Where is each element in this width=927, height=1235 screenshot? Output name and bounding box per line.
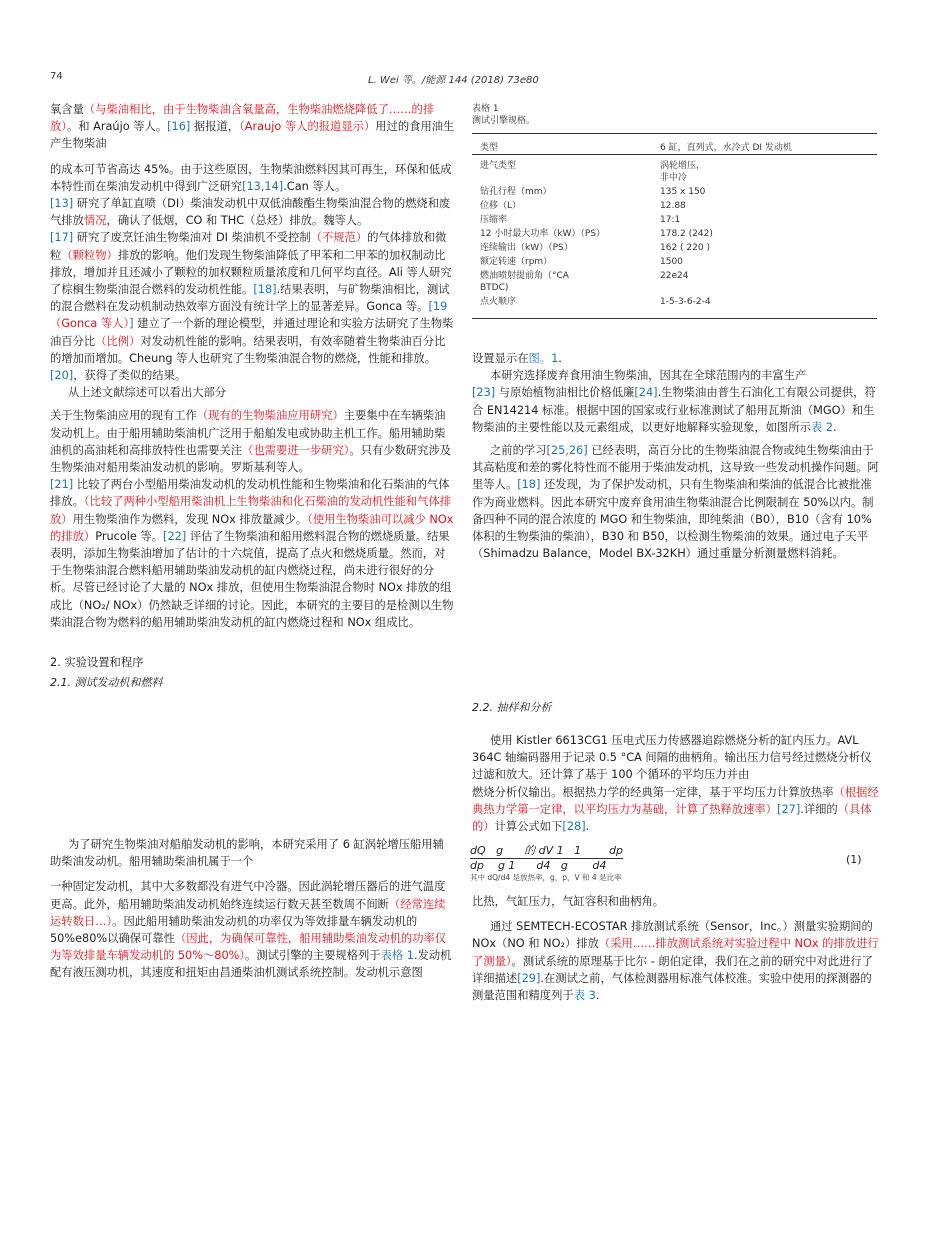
citation-link[interactable]: [13] (50, 197, 74, 211)
text-run: 比较了两台小型船用柴油发动机的发动机性能和生物柴油和化石柴油的气体排放。 (50, 478, 450, 509)
citation-link[interactable]: 表 3 (573, 989, 596, 1003)
annotation-text: （因此，为确保可靠性，船用辅助柴油发动机的功率仅为等效排量车辆发动机的 50%～80%） (50, 932, 447, 963)
paragraph (472, 384, 882, 436)
table-cell-label: 12 小时最大功率（kW）（PS） (480, 229, 606, 239)
right-column (472, 350, 882, 562)
citation-link[interactable]: [13,14] (242, 179, 284, 193)
text-run: 。测试引擎的主要规格列于 (245, 949, 381, 963)
left-column (50, 101, 455, 631)
citation-link[interactable]: [23] (472, 386, 496, 400)
paragraph (50, 407, 455, 476)
text-run: . (585, 820, 590, 834)
text-run: 研究了废烹饪油生物柴油对 DI 柴油机不受控制 (73, 231, 311, 245)
text-run: . (558, 352, 562, 365)
text-run: .Can 等人。 (283, 179, 347, 193)
paragraph: 比热，气缸压力，气缸容积和曲柄角。 (472, 895, 665, 908)
text-run: 还发现，为了保护发动机，只有生物柴油和柴油的低混合比被批准作为商业燃料。因此本研究中废弃食用油生物柴油混合比例限制在 50%以内。制备四种不同的混合浓度的 MGO 和生物柴油，即纯柴油（B0），B10（含有 10%体积的生物柴油的柴油），B30 和 B50，以检测生物柴油的效果。通过电子天平（Shimadzu Balance，Model BX-32KH）通过重量分析测量燃料消耗。 (472, 478, 874, 561)
table-cell-label: 钻孔行程（mm） (480, 187, 552, 197)
citation-link[interactable]: [27] (777, 802, 801, 816)
text-run: . (595, 989, 600, 1003)
annotation-text: （使用生物柴油可以减少 NOx 的排放） (50, 512, 454, 543)
citation-link[interactable]: [21] (50, 478, 74, 492)
citation-link[interactable]: [18] (517, 478, 541, 492)
table-cell-value: 12.88 (660, 201, 686, 211)
annotation-text: （Gonca 等人） (50, 317, 130, 331)
left-column-lower (50, 836, 455, 982)
citation-link[interactable]: [22] (163, 529, 187, 543)
citation-link[interactable]: 图。1 (528, 352, 559, 365)
annotation-text: （比较了两种小型船用柴油机上生物柴油和化石柴油的发动机性能和气体排放） (50, 495, 452, 526)
citation-link[interactable]: 表格 1 (380, 949, 414, 963)
table-row (480, 214, 880, 228)
paragraph: 为了研究生物柴油对船舶发动机的影响，本研究采用了 6 缸涡轮增压船用辅助柴油发动机。船用辅助柴油机属于一个 (50, 838, 444, 869)
text-run: 通过 SEMTECH-ECOSTAR 排放测试系统（Sensor，Inc。）测量实验期间的 NOx（NO 和 NO₂）排放 (472, 920, 873, 951)
text-run: 一种固定发动机，其中大多数都没有进气中冷器。因此涡轮增压器后的进气温度更高。此外，船用辅助柴油发动机始终连续运行数天甚至数周不间断 (50, 880, 446, 911)
annotation-text: （与柴油相比，由于生物柴油含氧量高，生物柴油燃烧降低了……的排放） (50, 103, 435, 134)
annotation-text: （采用……排放测试系统对实验过程中 NOx 的排放进行了测量） (472, 937, 879, 968)
table-cell-label: 点火顺序 (480, 297, 517, 307)
annotation-text: （比例） (95, 334, 141, 348)
citation-link[interactable]: [17] (50, 231, 74, 245)
equation-number: (1) (846, 853, 862, 866)
annotation-text: （颗粒物） (61, 248, 118, 262)
section-heading: 2. 实验设置和程序 (50, 656, 144, 669)
text-run: 的成本可节省高达 45%。由于这些原因，生物柴油燃料因其可再生，环保和低成本特性而在柴油发动机中得到广泛研究 (50, 162, 452, 193)
text-run: . (833, 420, 837, 434)
citation-link[interactable]: [25,26] (546, 444, 588, 458)
table-rule-bottom (472, 318, 877, 319)
paragraph (472, 918, 882, 1004)
text-run: 的气体排放和微粒 (50, 231, 447, 262)
annotation-text: （不规范） (310, 231, 368, 245)
table-cell-value: 17:1 (660, 215, 681, 225)
text-run: 用生物柴油作为燃料，发现 NOx 排放量减少。 (72, 512, 308, 526)
table-cell-label: 位移（L） (480, 201, 522, 211)
right-column-lower (472, 732, 882, 835)
text-run: 已经表明，高百分比的生物柴油混合物或纯生物柴油由于其高粘度和差的雾化特性而不能用于柴油发动机，这导致一些发动机操作问题。阿里等人。 (472, 444, 879, 492)
text-run: 评估了生物柴油和船用燃料混合物的燃烧质量。结果表明，添加生物柴油增加了估计的十六烷值，提高了点火和燃烧质量。然而，对于生物柴油混合燃料船用辅助柴油发动机的缸内燃烧过程，尚未进行很好的分析。尽管已经讨论了大量的 NOx 排放，但使用生物柴油混合物时 NOx 排放的组成比（NO₂/ NOx）仍然缺乏详细的讨论。因此，本研究的主要目的是检测以生物柴油混合物为燃料的船用辅助柴油发动机的缸内燃烧过程和 NOx 组成比。 (50, 529, 454, 629)
spec-table-body (480, 160, 880, 310)
table-cell-value: 涡轮增压， 非中冷 (660, 161, 706, 183)
annotation-text: （Araujo 等人的报道显示） (239, 120, 376, 134)
text-run: ，获得了类似的结果。 (73, 369, 187, 383)
citation-link[interactable]: [24] (634, 386, 658, 400)
table-caption (472, 103, 535, 127)
equation-top: dQ g 的 dV 1 1 dp (470, 844, 624, 857)
table-row (480, 270, 880, 296)
text-run: 。因此船用辅助柴油发动机的功率仅为等效排量车辆发动机的 50%e80%以确保可靠性 (50, 914, 418, 946)
paragraph: 从上述文献综述可以看出大部分 (68, 386, 227, 400)
equation-mid: dp g 1 d4 g d4 (470, 859, 607, 872)
text-run: 关于生物柴油应用的现有工作 (50, 409, 197, 423)
text-run: .在测试之前，气体检测器用标准气体校准。实验中使用的探测器的测量范围和精度列于 (472, 971, 872, 1003)
text-run: 计算公式如下 (494, 820, 563, 834)
citation-link[interactable]: [18] (253, 283, 277, 297)
text-run: .生物柴油由普生石油化工有限公司提供，符合 EN14214 标准。根据中国的国家或行业标准测试了船用瓦斯油（MGO）和生物柴油的主要性能以及元素组成，以更好地解释实验现象，如图所示 (472, 386, 876, 434)
table-row (480, 160, 880, 186)
citation-link[interactable]: ] (129, 317, 134, 331)
text-run: 对发动机性能的影响。结果表明，有效率随着生物柴油百分比的增加而增加。Cheung 等人也研究了生物柴油混合物的燃烧，性能和排放。 (50, 334, 446, 365)
subsection-heading: 2.2. 抽样和分析 (472, 701, 552, 714)
text-run: .发动机配有液压测功机，其速度和扭矩由昌通柴油机测试系统控制。发动机示意图 (50, 949, 452, 980)
table-row (480, 228, 880, 242)
table-cell-value: 162 ( 220 ) (660, 243, 710, 253)
text-run: ，确认了低烟，CO 和 THC（总烃）排放。魏等人。 (106, 214, 369, 228)
table-head-col2: 6 缸，直列式，水冷式 DI 发动机 (660, 143, 792, 153)
table-cell-label: 额定转速（rpm） (480, 257, 553, 267)
text-run: 之前的学习 (490, 444, 547, 458)
text-run: 。和 Araújo 等人。 (66, 120, 168, 134)
text-run: 主要集中在车辆柴油发动机上。由于船用辅助柴油机广泛用于船舶发电或协助主机工作。船用辅助柴油机的高油耗和高排放特性也需要关注 (50, 409, 446, 457)
text-run: 。只有少数研究涉及生物柴油对船用柴油发动机的影响。罗斯基利等人。 (50, 443, 452, 475)
paragraph (50, 195, 455, 229)
citation-link[interactable]: [20] (50, 369, 74, 383)
table-cell-value: 1-5-3-6-2-4 (660, 297, 711, 307)
spec-table (480, 160, 880, 310)
paragraph (50, 878, 455, 981)
table-row (480, 186, 880, 200)
right-column-tail (472, 893, 882, 1004)
table-label: 表格 1 (472, 104, 499, 114)
table-row (480, 296, 880, 310)
paragraph (50, 476, 455, 631)
paragraph (472, 442, 882, 562)
table-row (480, 256, 880, 270)
table-head-col1: 类型 (480, 143, 499, 153)
text-run: 研究了单缸直喷（DI）柴油发动机中双低油酸酯生物柴油混合物的燃烧和废气排放 (50, 197, 451, 228)
table-cell-label: 压缩率 (480, 215, 508, 225)
text-run: 据报道， (190, 120, 240, 134)
table-cell-value: 135 x 150 (660, 187, 706, 197)
text-run: 建立了一个新的理论模型，并通过理论和实验方法研究了生物柴油百分比 (50, 317, 454, 348)
text-run: 设置显示在 (472, 352, 529, 365)
paragraph (472, 350, 882, 367)
text-run: 氧含量 (50, 103, 84, 116)
citation-link[interactable]: [16] (167, 120, 191, 134)
text-run: 排放的影响。他们发现生物柴油降低了甲苯和二甲苯的加权制动比排放，增加并且还减小了颗粒的加权颗粒质量浓度和几何平均直径。Ali 等人研究了棕榈生物柴油混合燃料的发动机性能。 (50, 248, 452, 297)
paragraph: 使用 Kistler 6613CG1 压电式压力传感器追踪燃烧分析的缸内压力。AVL 364C 轴编码器用于记录 0.5 °CA 间隔的曲柄角。输出压力信号经过燃烧分析仪过滤和放大。还计算了基于 100 个循环的平均压力并由 (472, 734, 872, 782)
paragraph (50, 161, 455, 195)
paragraph (50, 101, 455, 153)
text-run: 本研究选择废弃食用油生物柴油，因其在全球范围内的丰富生产 (490, 369, 807, 383)
table-cell-value: 1500 (660, 257, 683, 267)
text-run: Prucole 等。 (95, 529, 164, 543)
table-cell-value: 22e24 (660, 271, 689, 281)
text-run: 与原始植物油相比价格低廉 (495, 386, 635, 400)
table-rule-mid (472, 154, 877, 155)
table-cell-label: 燃油喷射提前角（°CA BTDC) (480, 271, 569, 293)
paragraph (472, 367, 882, 384)
text-run: 用过的食用油生产生物柴油 (50, 120, 455, 151)
annotation-text: （经常连续运转数日…） (50, 897, 446, 928)
table-title: 测试引擎规格。 (472, 116, 536, 126)
annotation-text: （具体的） (472, 802, 872, 834)
table-row (480, 242, 880, 256)
text-run: 。测试系统的原理基于比尔 - 朗伯定律，我们在之前的研究中对此进行了详细描述 (472, 954, 874, 985)
paragraph (50, 229, 455, 384)
table-cell-label: 连续输出（kW）（PS） (480, 243, 573, 253)
annotation-text: （根据经典热力学第一定律，以平均压力为基础，计算了热释放速率） (472, 785, 879, 816)
paragraph (472, 784, 882, 836)
annotation-text: （也需要进一步研究） (242, 443, 350, 457)
citation-link[interactable]: [28] (562, 820, 586, 834)
page-number: 74 (50, 71, 63, 82)
table-cell-value: 178.2 (242) (660, 229, 713, 239)
equation-note: 其中 dQ/d4 是放热率，g，p，V 和 4 是比率 (470, 873, 622, 882)
table-cell-label: 进气类型 (480, 161, 517, 171)
text-run: .详细的 (800, 802, 838, 816)
annotation-text: （现有的生物柴油应用研究） (196, 409, 344, 423)
citation-link[interactable]: 表 2 (810, 420, 833, 434)
text-run: .结果表明，与矿物柴油相比，测试的混合燃料在发动机制动热效率方面没有统计学上的显著差异。Gonca 等。 (50, 283, 450, 314)
equation (470, 842, 875, 883)
citation-link[interactable]: [29] (517, 971, 541, 985)
annotation-text: 情况 (83, 214, 107, 228)
table-row (480, 200, 880, 214)
table-rule-top (472, 133, 877, 134)
text-run: 燃烧分析仪输出。根据热力学的经典第一定律，基于平均压力计算放热率 (472, 785, 834, 799)
running-header: L. Wei 等。/能源 144 (2018) 73e80 (368, 75, 539, 86)
citation-link[interactable]: [19 (428, 300, 448, 314)
subsection-heading: 2.1. 测试发动机和燃料 (50, 676, 163, 689)
